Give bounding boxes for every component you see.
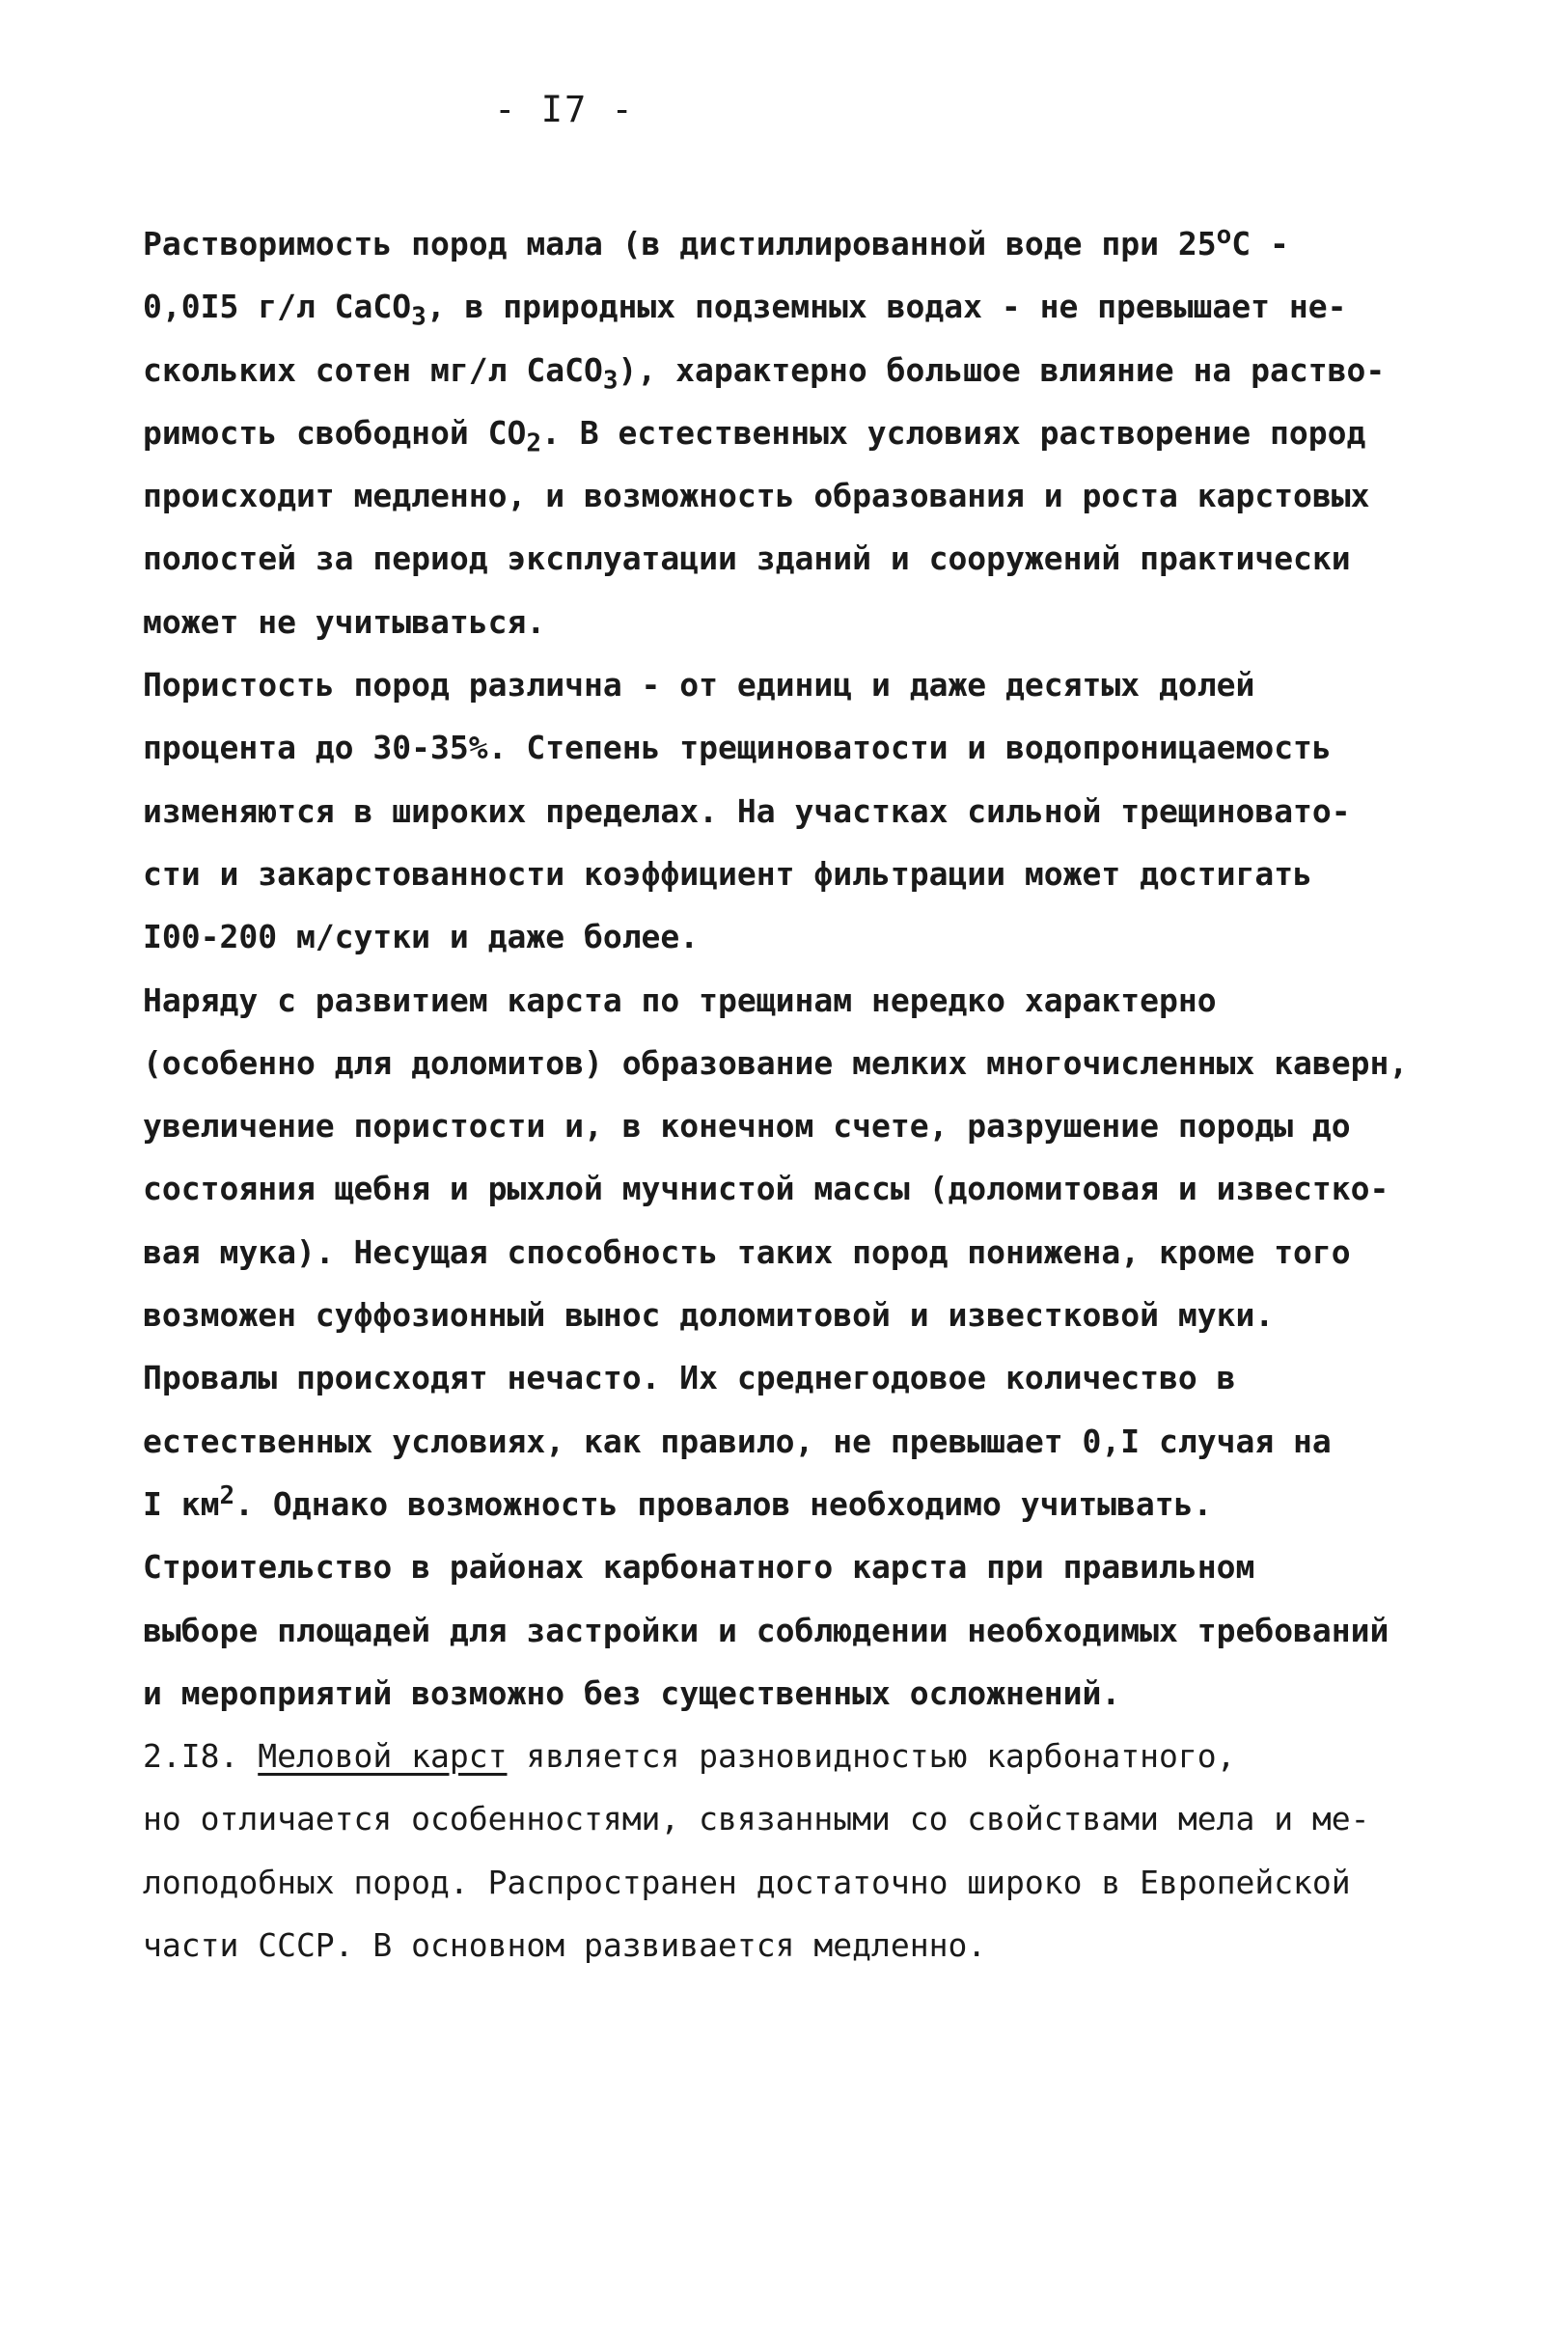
text-run: 0,0I5 г/л CaCO xyxy=(143,288,412,326)
paragraph-dolomite xyxy=(48,969,1409,1347)
document-body xyxy=(48,212,1409,1976)
text-line: Пористость пород различна - от единиц и даже десятых долей xyxy=(143,666,1255,705)
text-run: I км xyxy=(143,1484,220,1523)
section-term: Меловой карст xyxy=(258,1737,508,1776)
subscript: 2 xyxy=(526,428,542,458)
text-line: возможен суффозионный вынос доломитовой и известковой муки. xyxy=(143,1296,1275,1335)
text-run: скольких сотен мг/л CaCO xyxy=(143,350,603,389)
degree-superscript: о xyxy=(1216,221,1232,250)
text-line: и мероприятий возможно без существенных осложнений. xyxy=(143,1673,1121,1712)
paragraph-sinkholes xyxy=(48,1346,1332,1535)
text-run: римость свободной CO xyxy=(143,413,527,452)
text-line: процента до 30-35%. Степень трещиноватости и водопроницаемость xyxy=(143,729,1332,767)
text-run: Растворимость пород мала (в дистиллированной воде при 25 xyxy=(143,225,1217,263)
text-line: происходит медленно, и возможность образования и роста карстовых xyxy=(143,477,1370,515)
text-line: изменяются в широких пределах. На участках сильной трещиновато- xyxy=(143,791,1351,830)
text-line xyxy=(48,1725,1312,1787)
text-line: но отличается особенностями, связанными со свойствами мела и ме- xyxy=(143,1800,1370,1838)
text-run: . В естественных условиях растворение пород xyxy=(541,413,1366,452)
page-number: - I7 - xyxy=(494,89,635,130)
text-run: С - xyxy=(1231,225,1289,263)
text-line: сти и закарстованности коэффициент фильтрации может достигать xyxy=(143,854,1312,893)
subscript: 3 xyxy=(411,302,426,332)
text-line: может не учитываться. xyxy=(143,602,546,641)
text-line: части СССР. В основном развивается медленно. xyxy=(143,1926,987,1965)
section-number: 2.I8. xyxy=(143,1737,259,1776)
text-line xyxy=(48,401,1366,464)
text-line: естественных условиях, как правило, не превышает 0,I случая на xyxy=(143,1422,1332,1460)
text-line xyxy=(48,275,1347,338)
text-line: увеличение пористости и, в конечном счете, разрушение породы до xyxy=(143,1107,1351,1146)
text-line: I00-200 м/сутки и даже более. xyxy=(143,918,700,956)
paragraph-porosity xyxy=(48,653,1351,968)
text-run: , в природных подземных водах - не превышает не- xyxy=(426,288,1347,326)
text-line: Наряду с развитием карста по трещинам нередко характерно xyxy=(143,981,1217,1019)
subscript: 3 xyxy=(602,366,619,396)
text-line: Строительство в районах карбонатного карста при правильном xyxy=(143,1548,1255,1587)
text-run: ), характерно большое влияние на раство- xyxy=(618,350,1386,389)
text-line xyxy=(48,339,1386,401)
text-line xyxy=(48,1473,1312,1535)
text-run: . Однако возможность провалов необходимо учитывать. xyxy=(234,1484,1213,1523)
text-line: выборе площадей для застройки и соблюдении необходимых требований xyxy=(143,1611,1389,1649)
text-line: Провалы происходят нечасто. Их среднегодовое количество в xyxy=(143,1359,1236,1397)
superscript: 2 xyxy=(219,1480,235,1510)
text-run: является разновидностью карбонатного, xyxy=(507,1737,1236,1776)
paragraph-chalk-karst xyxy=(48,1725,1370,1976)
text-line: полостей за период эксплуатации зданий и сооружений практически xyxy=(143,539,1351,578)
text-line: лоподобных пород. Распространен достаточно широко в Европейской xyxy=(143,1863,1351,1901)
text-line: вая мука). Несущая способность таких пород понижена, кроме того xyxy=(143,1232,1351,1271)
text-line: (особенно для доломитов) образование мелких многочисленных каверн, xyxy=(143,1043,1409,1082)
paragraph-construction xyxy=(48,1535,1389,1725)
text-line: состояния щебня и рыхлой мучнистой массы (доломитовая и известко- xyxy=(143,1170,1389,1208)
text-line xyxy=(48,212,1312,275)
paragraph-solubility xyxy=(48,212,1386,653)
